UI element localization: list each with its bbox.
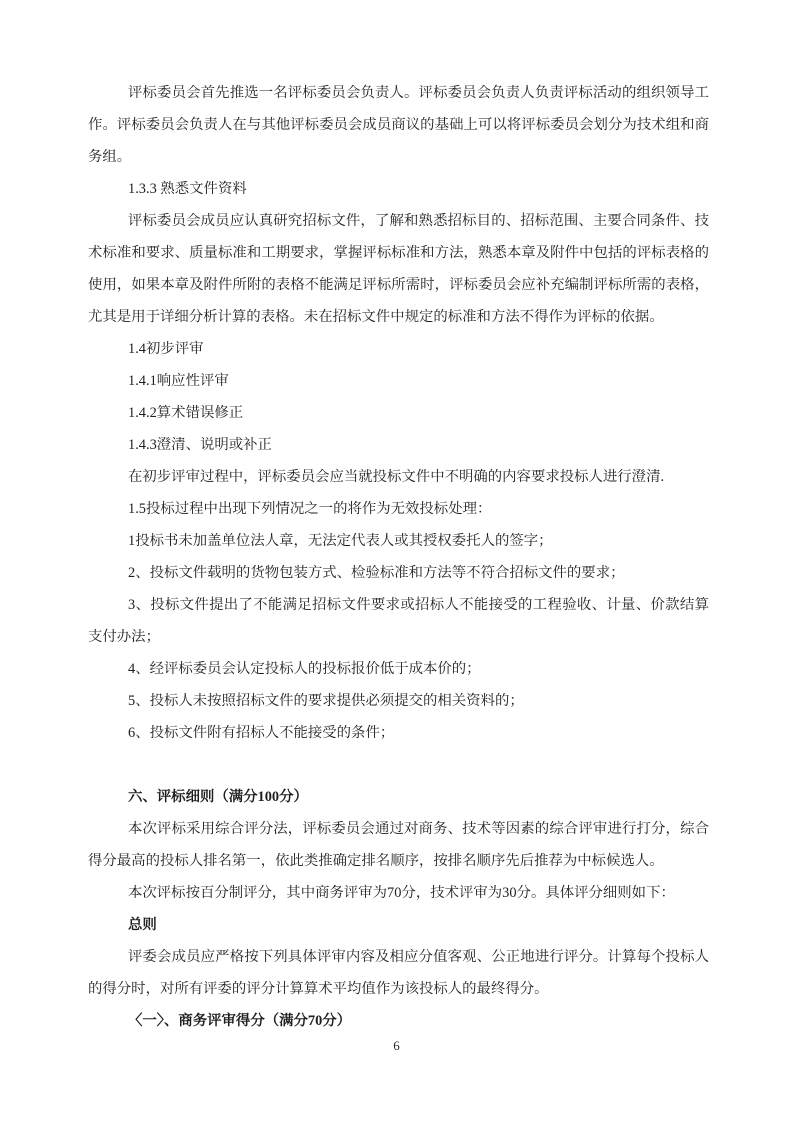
- section-heading: 总则: [128, 917, 157, 933]
- paragraph: 1.4.1响应性评审: [128, 373, 229, 389]
- paragraph: 2、投标文件载明的货物包装方式、检验标准和方法等不符合招标文件的要求；: [128, 565, 625, 581]
- section-heading: 〈一〉、商务评审得分（满分70分）: [128, 1013, 352, 1029]
- paragraph: 评委会成员应严格按下列具体评审内容及相应分值客观、公正地进行评分。计算每个投标人的得分时，对所有评委的评分计算算术平均值作为该投标人的最终得分。: [88, 949, 709, 997]
- section-heading: 六、评标细则（满分100分）: [128, 789, 308, 805]
- paragraph: 1.4.2算术错误修正: [128, 405, 244, 421]
- page-number: 6: [393, 1038, 400, 1053]
- paragraph: 6、投标文件附有招标人不能接受的条件；: [128, 725, 395, 741]
- paragraph: 5、投标人未按照招标文件的要求提供必须提交的相关资料的；: [128, 693, 524, 709]
- paragraph: 1.3.3 熟悉文件资料: [128, 181, 247, 197]
- paragraph: 评标委员会成员应认真研究招标文件，了解和熟悉招标目的、招标范围、主要合同条件、技术标准和要求、质量标准和工期要求，掌握评标标准和方法，熟悉本章及附件中包括的评标表格的使用，如果本章及附件所附的表格不能满足评标所需时，评标委员会应补充编制评标所需的表格，尤其是用于详细分析计算的表格。未在招标文件中规定的标准和方法不得作为评标的依据。: [88, 213, 709, 325]
- paragraph: 1.5投标过程中出现下列情况之一的将作为无效投标处理：: [128, 501, 492, 517]
- paragraph: 1.4初步评审: [128, 341, 204, 357]
- paragraph: 3、投标文件提出了不能满足招标文件要求或招标人不能接受的工程验收、计量、价款结算支付办法；: [88, 597, 709, 645]
- paragraph: 本次评标采用综合评分法，评标委员会通过对商务、技术等因素的综合评审进行打分，综合得分最高的投标人排名第一，依此类推确定排名顺序，按排名顺序先后推荐为中标候选人。: [88, 821, 709, 869]
- blank-line: [88, 749, 709, 781]
- paragraph: 1投标书未加盖单位法人章，无法定代表人或其授权委托人的签字；: [128, 533, 553, 549]
- paragraph: 评标委员会首先推选一名评标委员会负责人。评标委员会负责人负责评标活动的组织领导工作。评标委员会负责人在与其他评标委员会成员商议的基础上可以将评标委员会划分为技术组和商务组。: [88, 85, 709, 165]
- paragraph: 在初步评审过程中，评标委员会应当就投标文件中不明确的内容要求投标人进行澄清.: [128, 469, 665, 485]
- paragraph: 本次评标按百分制评分，其中商务评审为70分，技术评审为30分。具体评分细则如下：: [128, 885, 675, 901]
- paragraph: 4、经评标委员会认定投标人的投标报价低于成本价的；: [128, 661, 481, 677]
- paragraph: 1.4.3澄清、说明或补正: [128, 437, 272, 453]
- page-body-text: [88, 77, 709, 1037]
